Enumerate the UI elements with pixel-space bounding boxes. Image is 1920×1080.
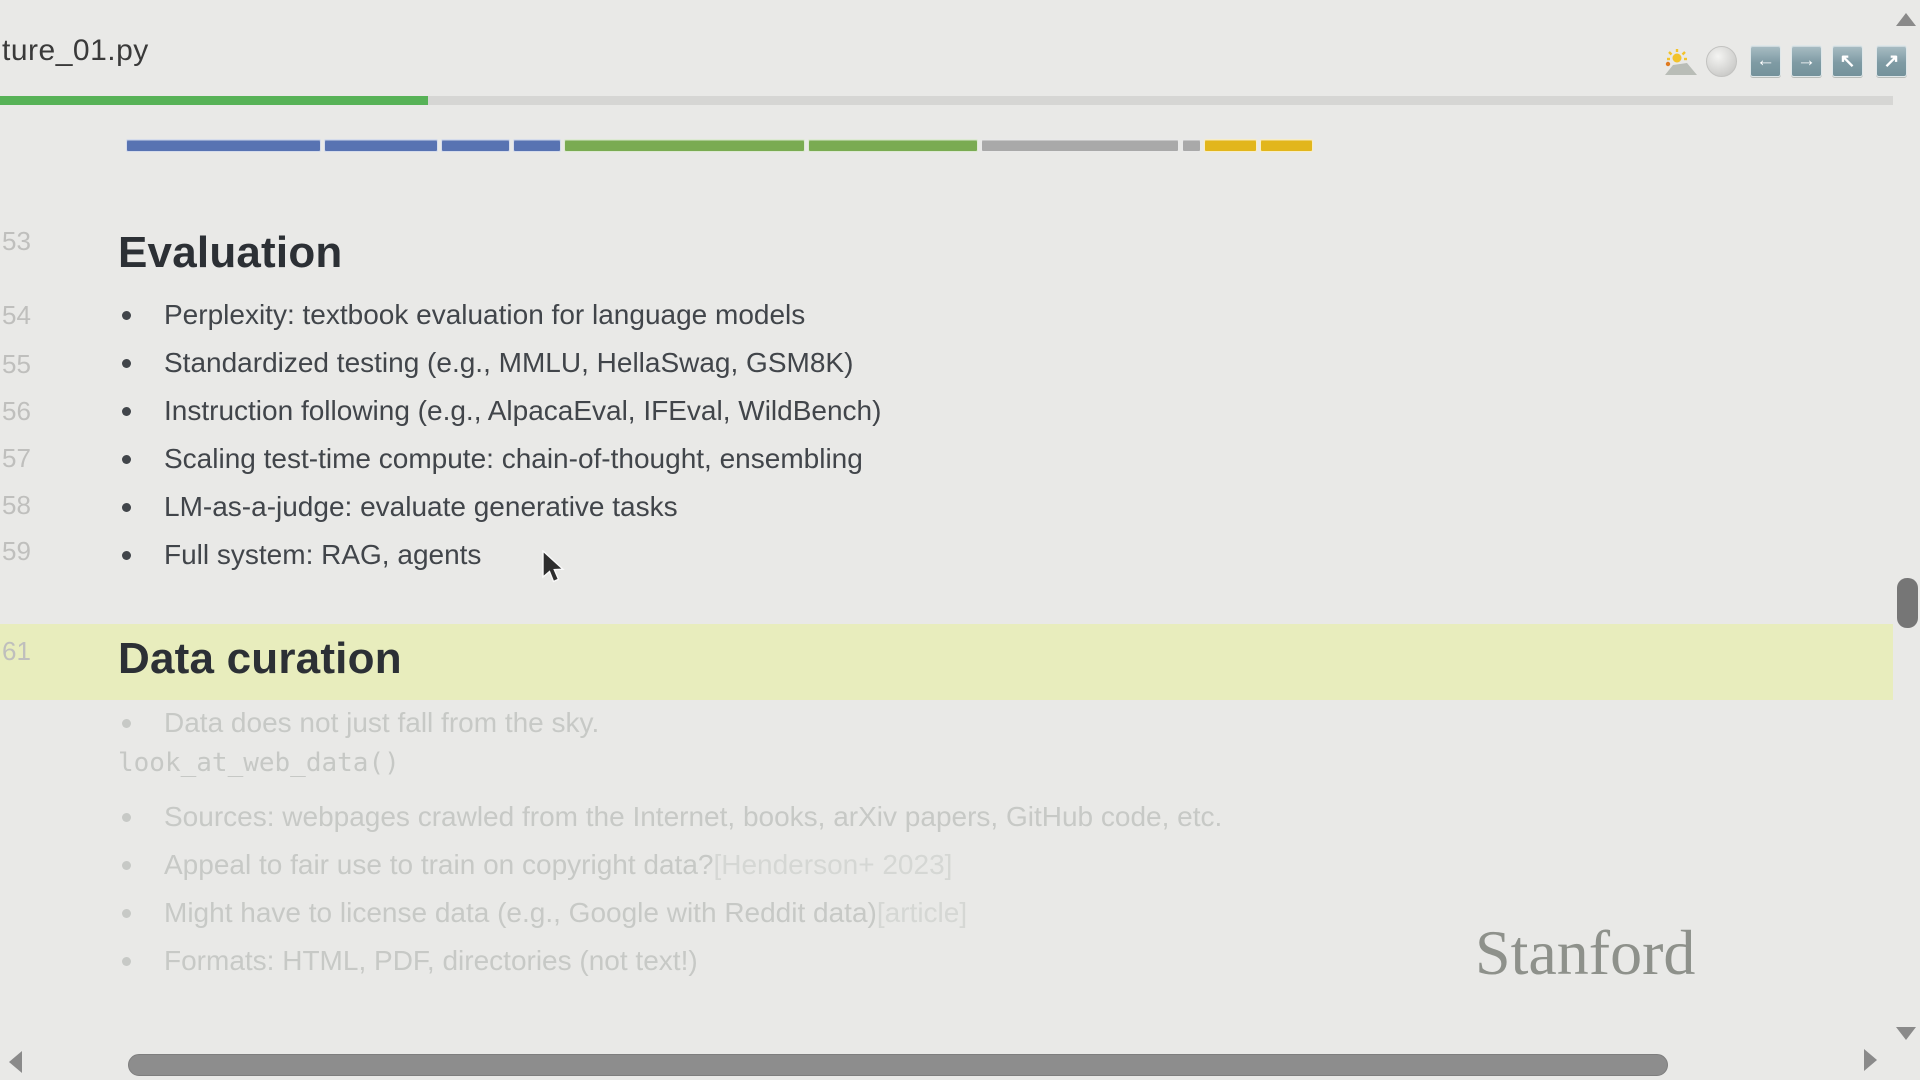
code-snippet: look_at_web_data() bbox=[118, 748, 400, 778]
horizontal-scrollbar-thumb[interactable] bbox=[128, 1054, 1668, 1076]
bullet-icon bbox=[122, 813, 131, 822]
bullet-text: Appeal to fair use to train on copyright data? bbox=[164, 849, 714, 880]
bullet-icon bbox=[122, 551, 131, 560]
stanford-watermark: Stanford bbox=[1475, 917, 1696, 988]
vertical-scrollbar-thumb[interactable] bbox=[1897, 578, 1918, 628]
bullet-icon bbox=[122, 861, 131, 870]
line-number: 53 bbox=[2, 226, 31, 256]
deck-section-segment[interactable] bbox=[808, 139, 978, 152]
scroll-right-arrow[interactable] bbox=[1864, 1049, 1877, 1071]
bullet-text: Data does not just fall from the sky. bbox=[164, 707, 600, 738]
mouse-cursor bbox=[540, 550, 568, 586]
bullet-reference-link[interactable]: [article] bbox=[876, 897, 968, 928]
bullet-icon bbox=[122, 719, 131, 728]
list-item bbox=[118, 483, 881, 531]
line-number: 59 bbox=[2, 536, 31, 566]
deck-section-segment[interactable] bbox=[1204, 139, 1257, 152]
list-item bbox=[118, 387, 881, 435]
progress-bar-fill bbox=[0, 96, 428, 105]
deck-section-segment[interactable] bbox=[126, 139, 321, 152]
line-number: 55 bbox=[2, 349, 31, 379]
evaluation-list bbox=[118, 291, 881, 579]
line-number: 61 bbox=[2, 636, 31, 666]
status-ball-icon[interactable] bbox=[1706, 46, 1737, 77]
progress-bar-track bbox=[0, 96, 1893, 105]
list-item bbox=[118, 937, 1222, 985]
list-item bbox=[118, 531, 881, 579]
line-number: 56 bbox=[2, 396, 31, 426]
deck-section-segment[interactable] bbox=[981, 139, 1179, 152]
list-item bbox=[118, 889, 1222, 937]
bullet-icon bbox=[122, 957, 131, 966]
bullet-icon bbox=[122, 359, 131, 368]
bullet-icon bbox=[122, 503, 131, 512]
bullet-reference-link[interactable]: [Henderson+ 2023] bbox=[713, 849, 953, 880]
list-item bbox=[118, 435, 881, 483]
bullet-text: Formats: HTML, PDF, directories (not text!) bbox=[164, 945, 698, 976]
deck-section-segment[interactable] bbox=[441, 139, 510, 152]
bullet-text: Instruction following (e.g., AlpacaEval, IFEval, WildBench) bbox=[164, 395, 882, 426]
deck-section-segment[interactable] bbox=[513, 139, 561, 152]
bullet-text: Sources: webpages crawled from the Internet, books, arXiv papers, GitHub code, etc. bbox=[164, 801, 1223, 832]
list-item bbox=[118, 841, 1222, 889]
line-number: 54 bbox=[2, 300, 31, 330]
deck-section-segment[interactable] bbox=[1260, 139, 1313, 152]
section-heading-evaluation: Evaluation bbox=[118, 228, 343, 277]
deck-section-segment[interactable] bbox=[1182, 139, 1201, 152]
scroll-left-arrow[interactable] bbox=[9, 1051, 22, 1073]
bullet-text: Full system: RAG, agents bbox=[164, 539, 482, 570]
data-curation-list bbox=[118, 793, 1222, 985]
section-heading-data-curation: Data curation bbox=[118, 634, 402, 683]
bullet-text: LM-as-a-judge: evaluate generative tasks bbox=[164, 491, 678, 522]
forward-arrow-button[interactable]: → bbox=[1791, 45, 1822, 77]
data-curation-intro bbox=[118, 699, 599, 747]
list-item bbox=[118, 699, 599, 747]
deck-section-segment[interactable] bbox=[324, 139, 438, 152]
line-number: 57 bbox=[2, 443, 31, 473]
deck-section-segment[interactable] bbox=[564, 139, 805, 152]
bullet-text: Might have to license data (e.g., Google with Reddit data) bbox=[164, 897, 877, 928]
bullet-icon bbox=[122, 407, 131, 416]
bullet-text: Scaling test-time compute: chain-of-thought, ensembling bbox=[164, 443, 863, 474]
list-item bbox=[118, 793, 1222, 841]
deck-section-bar[interactable] bbox=[0, 139, 1920, 153]
bullet-icon bbox=[122, 909, 131, 918]
bullet-icon bbox=[122, 455, 131, 464]
scroll-down-arrow[interactable] bbox=[1896, 1027, 1916, 1040]
back-arrow-button[interactable]: ← bbox=[1750, 45, 1781, 77]
bullet-text: Perplexity: textbook evaluation for language models bbox=[164, 299, 806, 330]
line-number: 58 bbox=[2, 490, 31, 520]
scroll-up-arrow[interactable] bbox=[1896, 13, 1916, 26]
bullet-icon bbox=[122, 311, 131, 320]
file-title: ture_01.py bbox=[2, 34, 149, 67]
sunrise-icon bbox=[1662, 48, 1700, 78]
list-item bbox=[118, 339, 881, 387]
bullet-text: Standardized testing (e.g., MMLU, HellaSwag, GSM8K) bbox=[164, 347, 854, 378]
jump-end-arrow-button[interactable]: ↗ bbox=[1876, 45, 1907, 77]
jump-start-arrow-button[interactable]: ↖ bbox=[1832, 45, 1863, 77]
list-item bbox=[118, 291, 881, 339]
